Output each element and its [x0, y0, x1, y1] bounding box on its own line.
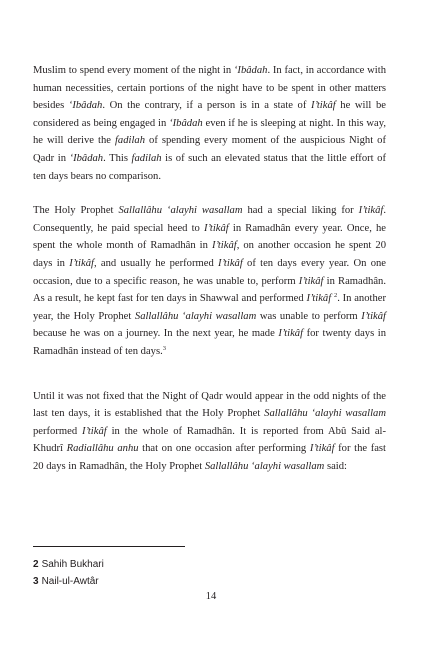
text-run: for the fast 20 days in Ramadhân, the Holy Prophet — [33, 443, 386, 472]
footnote-3 — [33, 573, 104, 590]
text-run: . On the contrary, if a person is in a state of — [102, 100, 311, 112]
footnote-ref: 3 — [162, 344, 166, 352]
page-body — [33, 62, 386, 475]
italic-term: ‘Ibâdah — [169, 117, 203, 129]
text-run: , and usually he performed — [93, 257, 219, 269]
text-run: in the whole of Ramadhân. It is reported from Abû Said al-Khudrî — [33, 425, 386, 455]
text-run: . In another year, the Holy Prophet — [33, 293, 386, 322]
text-run: even if he is sleeping at night. In this way, he will derive the — [33, 117, 386, 147]
text-run: was unable to perform — [256, 310, 362, 322]
italic-term: I’tikâf — [211, 240, 237, 252]
text-run: that on one occasion after performing — [138, 443, 310, 455]
paragraph-2 — [33, 202, 386, 360]
italic-term: I’tikâf — [309, 443, 335, 455]
text-run: said: — [324, 460, 347, 472]
italic-term: Radiallâhu anhu — [66, 443, 139, 455]
italic-term: Sallallâhu ‘alayhi wasallam — [118, 205, 243, 217]
italic-term: Sallallâhu ‘alayhi wasallam — [204, 460, 325, 472]
italic-term: ‘Ibâdah — [233, 65, 268, 76]
paragraph-3 — [33, 388, 386, 476]
footnote-2 — [33, 556, 104, 573]
text-run: of ten days every year. On one occasion, due to a specific reason, he was unable to, perform — [33, 257, 386, 287]
italic-term: I’tikâf — [278, 328, 304, 340]
italic-term: I’tikâf — [298, 275, 324, 287]
footnote-number: 3 — [33, 576, 39, 587]
footnote-ref: 2 — [333, 292, 338, 300]
text-run: , on another occasion he spent 20 days in — [33, 240, 386, 269]
text-run: is of such an elevated status that the little effort of ten days bears no comparison. — [33, 152, 386, 182]
italic-term: I’tikâf — [69, 257, 94, 269]
text-run: Muslim to spend every moment of the night in — [33, 65, 234, 76]
text-run: had a special liking for — [242, 205, 359, 217]
italic-term: I’tikâf — [218, 257, 243, 269]
paragraph-1 — [33, 62, 386, 185]
italic-term: I’tikâf — [81, 425, 107, 437]
text-run: in Ramadhân every year. Once, he spent the whole month of Ramadhân in — [33, 222, 386, 252]
text-run: performed — [33, 425, 82, 437]
italic-term: I’tikâf — [358, 205, 384, 217]
footnote-text: Nail-ul-Awtâr — [41, 576, 99, 587]
italic-term: I’tikâf — [310, 100, 336, 112]
text-run: . In fact, in accordance with human necessities, certain portions of the night have to be spent in other matters besides — [33, 65, 386, 112]
text-run: in Ramadhân. As a result, he kept fast for ten days in Shawwal and performed — [33, 275, 386, 305]
page-number: 14 — [205, 591, 217, 602]
italic-term: I’tikâf — [306, 293, 332, 305]
text-run: The Holy Prophet — [33, 205, 119, 217]
italic-term: fadilah — [131, 152, 162, 164]
italic-term: Sallallâhu ‘alayhi wasallam — [134, 310, 257, 322]
text-run: . Consequently, he paid special heed to — [33, 205, 386, 234]
text-run: he will be considered as being engaged in — [33, 100, 386, 129]
text-run: for twenty days in Ramadhân instead of ten days. — [33, 328, 386, 357]
footnote-number: 2 — [33, 559, 39, 570]
footnote-text: Sahih Bukhari — [41, 559, 104, 570]
italic-term: I’tikâf — [204, 222, 229, 234]
italic-term: fadilah — [114, 135, 146, 147]
italic-term: ‘Ibâdah — [69, 152, 104, 164]
text-run: because he was on a journey. In the next year, he made — [33, 328, 279, 340]
italic-term: I’tikâf — [361, 310, 386, 322]
text-run: Until it was not fixed that the Night of Qadr would appear in the odd nights of the last ten days, it is established that the Holy Prophet — [33, 390, 386, 420]
italic-term: Sallallâhu ‘alayhi wasallam — [264, 408, 387, 420]
text-run: . This — [103, 152, 132, 164]
text-run: of spending every moment of the auspicious Night of Qadr in — [33, 135, 386, 164]
italic-term: ‘Ibâdah — [68, 100, 103, 112]
footnotes — [33, 556, 104, 590]
footnote-divider — [33, 546, 185, 547]
